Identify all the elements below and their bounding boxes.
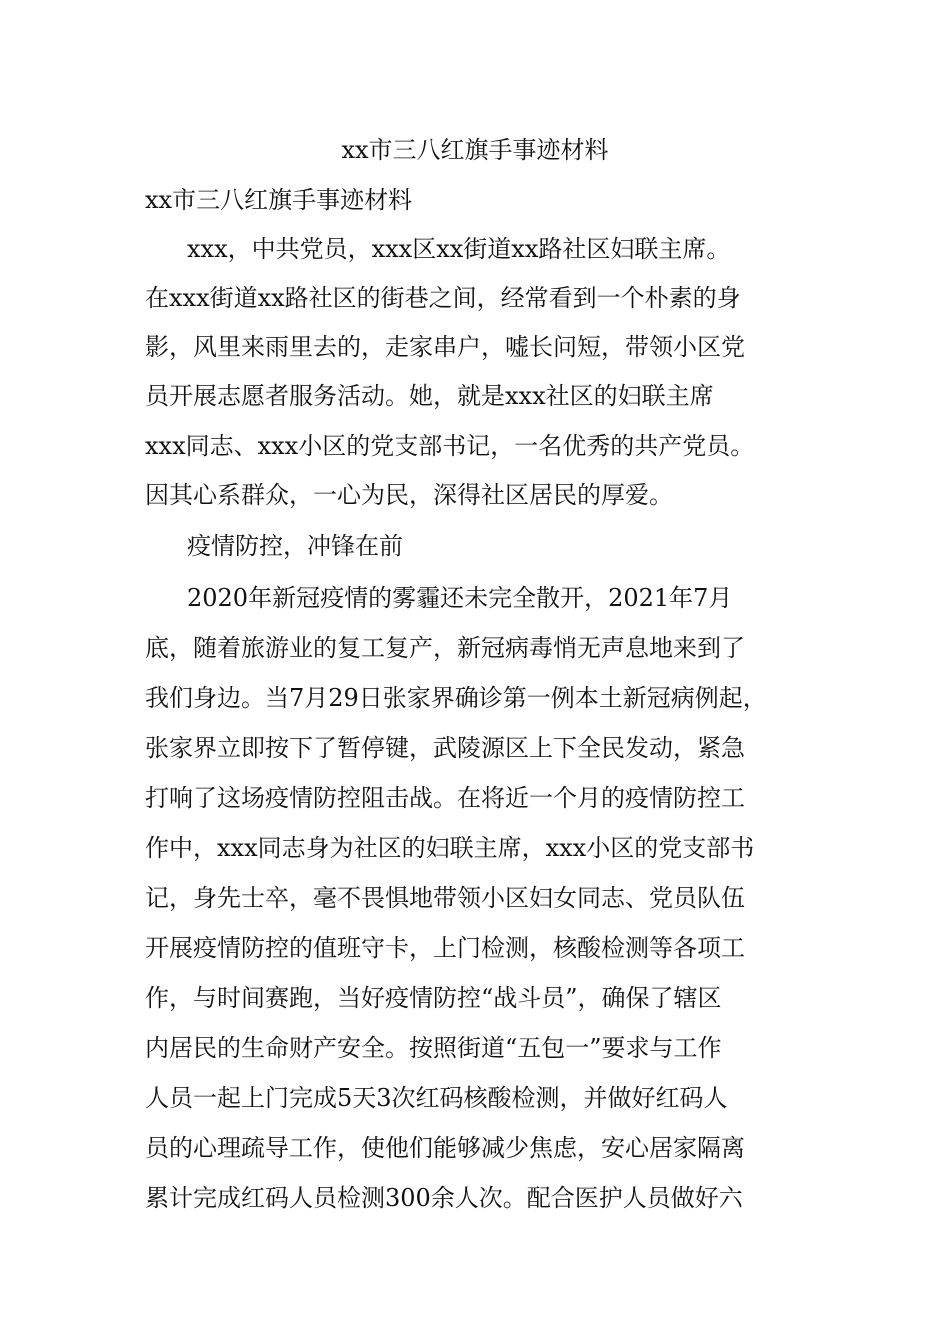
paragraph-2-line: 开展疫情防控的值班守卡，上门检测，核酸检测等各项工 — [145, 934, 745, 962]
paragraph-1-line: 员开展志愿者服务活动。她，就是xxx社区的妇联主席 — [145, 382, 714, 410]
paragraph-1-line: 在xxx街道xx路社区的街巷之间，经常看到一个朴素的身 — [145, 284, 741, 312]
paragraph-2-line: 2020年新冠疫情的雾霾还未完全散开，2021年7月 — [187, 584, 733, 612]
section-heading: 疫情防控，冲锋在前 — [187, 532, 403, 560]
paragraph-2-line: 张家界立即按下了暂停键，武陵源区上下全民发动，紧急 — [145, 734, 745, 762]
paragraph-2-line: 我们身边。当7月29日张家界确诊第一例本土新冠病例起， — [145, 684, 767, 712]
paragraph-1-line: xxx，中共党员，xxx区xx街道xx路社区妇联主席。 — [187, 235, 731, 263]
document-subtitle: xx市三八红旗手事迹材料 — [145, 186, 413, 214]
paragraph-1-line: 影，风里来雨里去的，走家串户，嘘长问短，带领小区党 — [145, 333, 745, 361]
paragraph-1-line: 因其心系群众，一心为民，深得社区居民的厚爱。 — [145, 481, 673, 509]
paragraph-2-line: 底，随着旅游业的复工复产，新冠病毒悄无声息地来到了 — [145, 634, 745, 662]
paragraph-2-line: 人员一起上门完成5天3次红码核酸检测，并做好红码人 — [145, 1084, 728, 1112]
paragraph-2-line: 作，与时间赛跑，当好疫情防控“战斗员”，确保了辖区 — [145, 984, 722, 1012]
paragraph-2-line: 记，身先士卒，毫不畏惧地带领小区妇女同志、党员队伍 — [145, 884, 745, 912]
paragraph-2-line: 员的心理疏导工作，使他们能够减少焦虑，安心居家隔离 — [145, 1134, 745, 1162]
paragraph-1-line: xxx同志、xxx小区的党支部书记，一名优秀的共产党员。 — [145, 432, 755, 460]
paragraph-2-line: 累计完成红码人员检测300余人次。配合医护人员做好六 — [145, 1184, 743, 1212]
paragraph-2-line: 作中，xxx同志身为社区的妇联主席，xxx小区的党支部书 — [145, 834, 755, 862]
document-title: xx市三八红旗手事迹材料 — [341, 136, 609, 164]
paragraph-2-line: 内居民的生命财产安全。按照街道“五包一”要求与工作 — [145, 1034, 722, 1062]
paragraph-2-line: 打响了这场疫情防控阻击战。在将近一个月的疫情防控工 — [145, 784, 745, 812]
